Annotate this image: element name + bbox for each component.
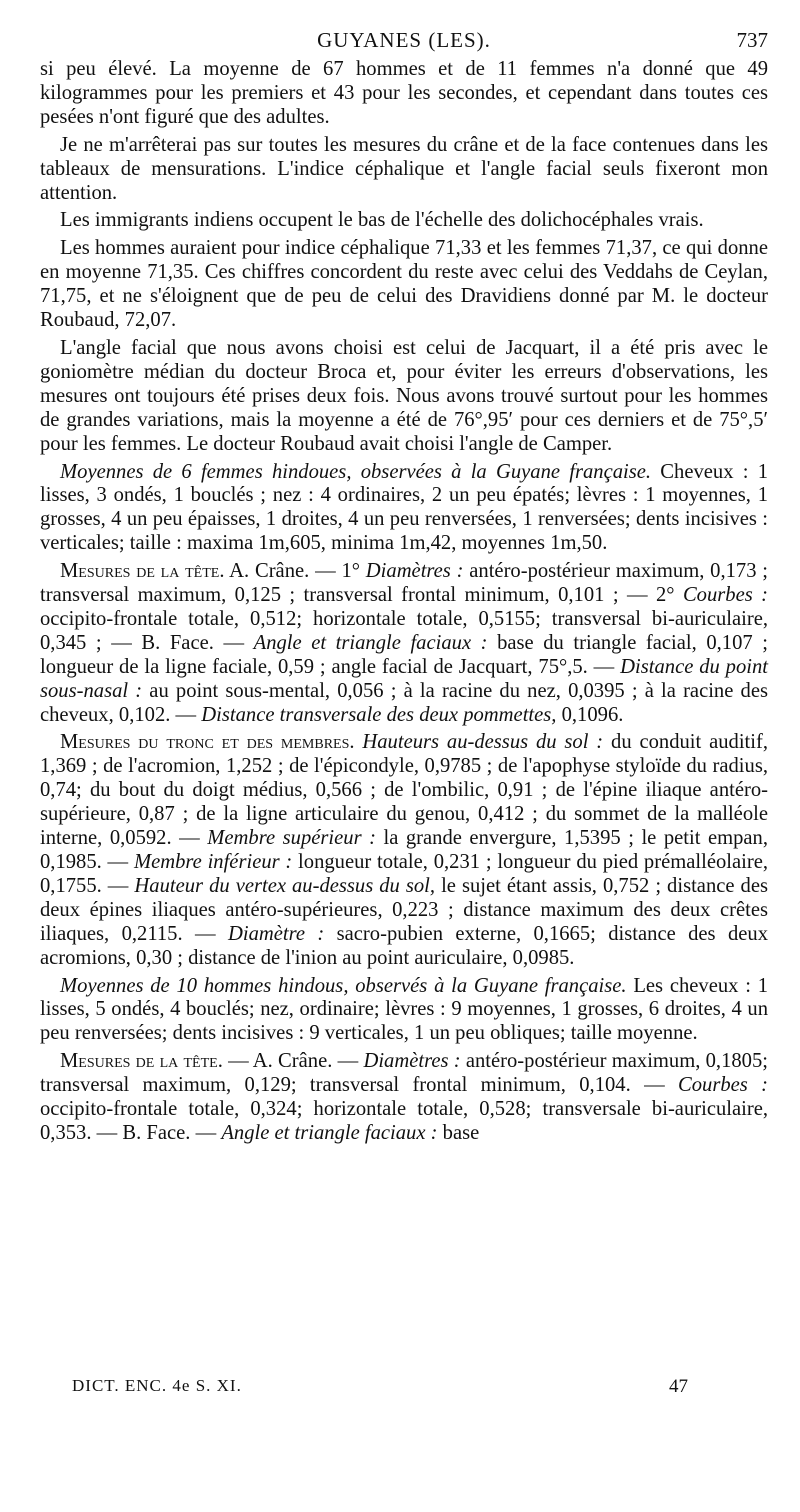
text-run: Les immigrants indiens occupent le bas de l'échelle des dolichocéphales vrais. <box>60 209 704 232</box>
text-run: L'angle facial que nous avons choisi est celui de Jacquart, il a été pris avec le goniomètre médian du docteur Broca et, pour éviter les erreurs d'observations, les mesures ont toujours été prises deux fois. Nous avons trouvé surtout pour les hommes de grandes variations, mais la moyenne a été de 76°,95′ pour ces derniers et de 75°,5′ pour les femmes. Le docteur Roubaud avait choisi l'angle de Camper. <box>40 336 768 455</box>
running-header <box>40 28 768 54</box>
italic-text: Hauteurs au-dessus du sol : <box>362 731 604 754</box>
printer-signature: DICT. ENC. 4e S. XI. <box>72 1376 242 1395</box>
text-run: Les hommes auraient pour indice céphalique 71,33 et les femmes 71,37, ce qui donne en moyenne 71,35. Ces chiffres concordent du reste avec celui des Veddahs de Ceylan, 71,75, et ne s'éloignent que de peu de celui des Dravidiens donné par M. le docteur Roubaud, 72,07. <box>40 237 768 332</box>
italic-text: Courbes : <box>678 1074 768 1097</box>
text-run: si peu élevé. La moyenne de 67 hommes et de 11 femmes n'a donné que 49 kilogrammes pour les premiers et 43 pour les secondes, et cependant dans toutes ces pesées n'ont figuré que des adultes. <box>40 58 768 128</box>
italic-text: Distance du point sous-nasal : <box>40 655 768 702</box>
paragraph <box>40 209 768 233</box>
text-run: longueur totale, 0,231 ; longueur du pied prémalléolaire, 0,1755. — <box>40 851 768 897</box>
text-run: A. Crâne. — 1° <box>224 560 366 583</box>
paragraph <box>40 560 768 727</box>
paragraph <box>40 731 768 970</box>
paragraph <box>40 1050 768 1146</box>
italic-text: Membre inférieur : <box>133 851 293 873</box>
text-run: sacro-pubien externe, 0,1665; distance des deux acromions, 0,30 ; distance de l'inion au point auriculaire, 0,0985. <box>40 922 768 969</box>
text-run: occipito-frontale totale, 0,512; horizontale totale, 0,5155; transversal bi-auriculaire, 0,345 ; — B. Face. — <box>40 607 768 654</box>
paragraph <box>40 237 768 333</box>
paragraph <box>40 461 768 557</box>
text-run: base du triangle facial, 0,107 ; longueur de la ligne faciale, 0,59 ; angle facial de Jacquart, 75°,5. — <box>40 631 768 678</box>
italic-text: Membre supérieur : <box>207 827 376 850</box>
text-run: le sujet étant assis, 0,752 ; distance des deux épines iliaques antéro-supérieures, 0,223 ; distance maximum des deux crêtes iliaques, 0,2115. — <box>40 874 768 945</box>
text-run: la grande envergure, 1,5395 ; le petit empan, 0,1985. — <box>40 827 768 873</box>
text-run: occipito-frontale totale, 0,324; horizontale totale, 0,528; transversale bi-auriculaire, 0,353. — B. Face. — <box>40 1098 768 1144</box>
text-run: 0,1096. <box>556 703 624 726</box>
italic-text: Diamètres : <box>365 560 464 583</box>
page-number: 737 <box>736 28 768 52</box>
italic-text: Moyennes de 6 femmes hindoues, observées à la Guyane française. <box>60 460 652 483</box>
sheet-number: 47 <box>669 1376 688 1397</box>
text-run: Je ne m'arrêterai pas sur toutes les mesures du crâne et de la face contenues dans les tableaux de mensurations. L'indice céphalique et l'angle facial seuls fixeront mon attention. <box>40 133 768 204</box>
paragraph <box>40 975 768 1047</box>
italic-text: Angle et triangle faciaux : <box>253 631 488 654</box>
text-run: Les cheveux : 1 lisses, 5 ondés, 4 bouclés; nez, ordinaire; lèvres : 9 moyennes, 1 grosses, 6 droites, 4 un peu renversées; dents incisives : 9 verticales, 1 un peu obliques; taille moyenne. <box>40 974 768 1045</box>
section-heading: Mesures du tronc et des membres. <box>60 731 355 754</box>
italic-text: Diamètres : <box>363 1050 461 1073</box>
section-heading: Mesures de la tête. <box>60 560 225 583</box>
italic-text: Angle et triangle faciaux : <box>221 1121 438 1144</box>
article-body <box>40 58 768 1146</box>
italic-text: Diamètre : <box>227 922 325 945</box>
text-run: antéro-postérieur maximum, 0,1805; transversal maximum, 0,129; transversal frontal minimum, 0,104. — <box>40 1050 768 1097</box>
text-run: au point sous-mental, 0,056 ; à la racine du nez, 0,0395 ; à la racine des cheveux, 0,102. — <box>40 679 768 726</box>
italic-text: Hauteur du vertex au-dessus du sol, <box>134 874 436 897</box>
paragraph <box>40 337 768 457</box>
paragraph <box>40 134 768 206</box>
running-title: GUYANES (LES). <box>317 28 491 52</box>
text-run: — A. Crâne. — <box>222 1050 364 1073</box>
text-run: du conduit auditif, 1,369 ; de l'acromion, 1,252 ; de l'épicondyle, 0,9785 ; de l'apophyse styloïde du radius, 0,74; du bout du doigt médius, 0,566 ; de l'ombilic, 0,91 ; de l'épine iliaque antéro-supérieure, 0,87 ; de la ligne articulaire du genou, 0,412 ; du sommet de la malléole interne, 0,0592. — <box>40 731 768 850</box>
paragraph <box>40 58 768 130</box>
italic-text: Courbes : <box>682 584 768 607</box>
text-run: Cheveux : 1 lisses, 3 ondés, 1 bouclés ; nez : 4 ordinaires, 2 un peu épatés; lèvres : 1 moyennes, 1 grosses, 4 un peu épaisses, 1 droites, 4 un peu renversées, 1 renversées; dents incisives : verticales; taille : maxima 1m,605, minima 1m,42, moyennes 1m,50. <box>40 460 769 555</box>
text-run: antéro-postérieur maximum, 0,173 ; transversal maximum, 0,125 ; transversal frontal minimum, 0,101 ; — 2° <box>40 560 769 607</box>
text-run: base <box>437 1121 480 1144</box>
italic-text: Moyennes de 10 hommes hindous, observés à la Guyane française. <box>60 974 627 997</box>
italic-text: Distance transversale des deux pommettes, <box>201 703 557 726</box>
page <box>40 28 768 1150</box>
section-heading: Mesures de la tête. <box>60 1050 223 1073</box>
